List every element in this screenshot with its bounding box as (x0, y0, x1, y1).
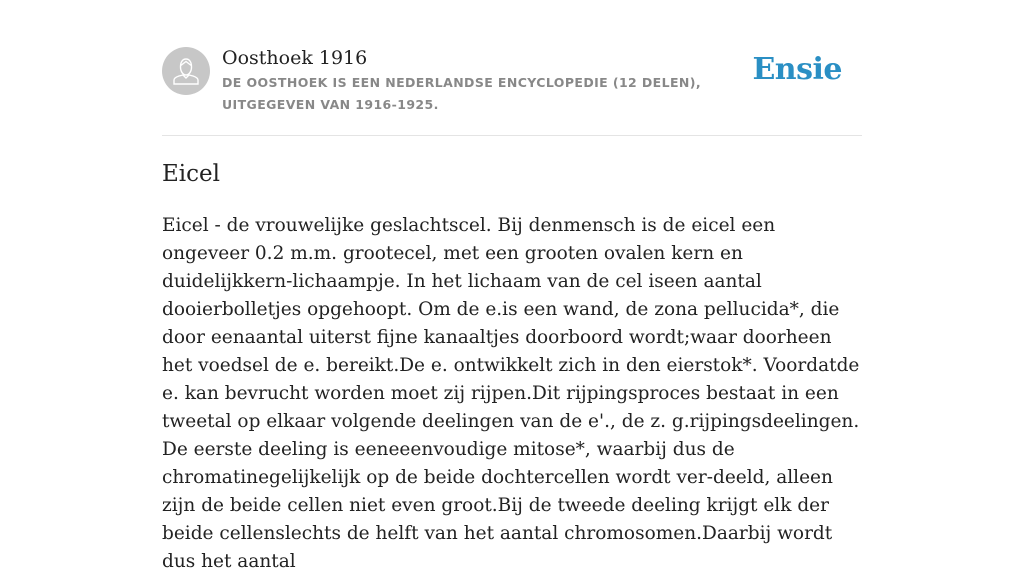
source-description: DE OOSTHOEK IS EEN NEDERLANDSE ENCYCLOPEDIE (12 DELEN), UITGEGEVEN VAN 1916-1925. (222, 75, 702, 112)
header-divider (162, 135, 862, 136)
entry-body: Eicel - de vrouwelijke geslachtscel. Bij denmensch is de eicel een ongeveer 0.2 m.m. grootecel, met een grooten ovalen kern en duidelijkkern-lichaampje. In het lichaam van de cel iseen aantal dooierbolletjes opgehoopt. Om de e.is een wand, de zona pellucida*, die door eenaantal uiterst fijne kanaaltjes doorboord wordt;waar doorheen het voedsel de e. bereikt.De e. ontwikkelt zich in den eierstok*. Voordatde e. kan bevrucht worden moet zij rijpen.Dit rijpingsproces bestaat in een tweetal op elkaar volgende deelingen van de e'., de z. g.rijpingsdeelingen. De eerste deeling is eeneeenvoudige mitose*, waarbij dus de chromatinegelijkelijk op de beide dochtercellen wordt ver-deeld, alleen zijn de beide cellen niet even groot.Bij de tweede deeling krijgt elk der beide cellenslechts de helft van het aantal chromosomen.Daarbij wordt dus het aantal (162, 215, 860, 572)
user-placeholder-icon (162, 47, 210, 95)
brand-logo[interactable]: Ensie (752, 52, 842, 87)
avatar[interactable] (162, 47, 210, 95)
source-header (162, 46, 862, 136)
source-title[interactable]: Oosthoek 1916 (222, 47, 368, 69)
entry-title: Eicel (162, 161, 220, 187)
